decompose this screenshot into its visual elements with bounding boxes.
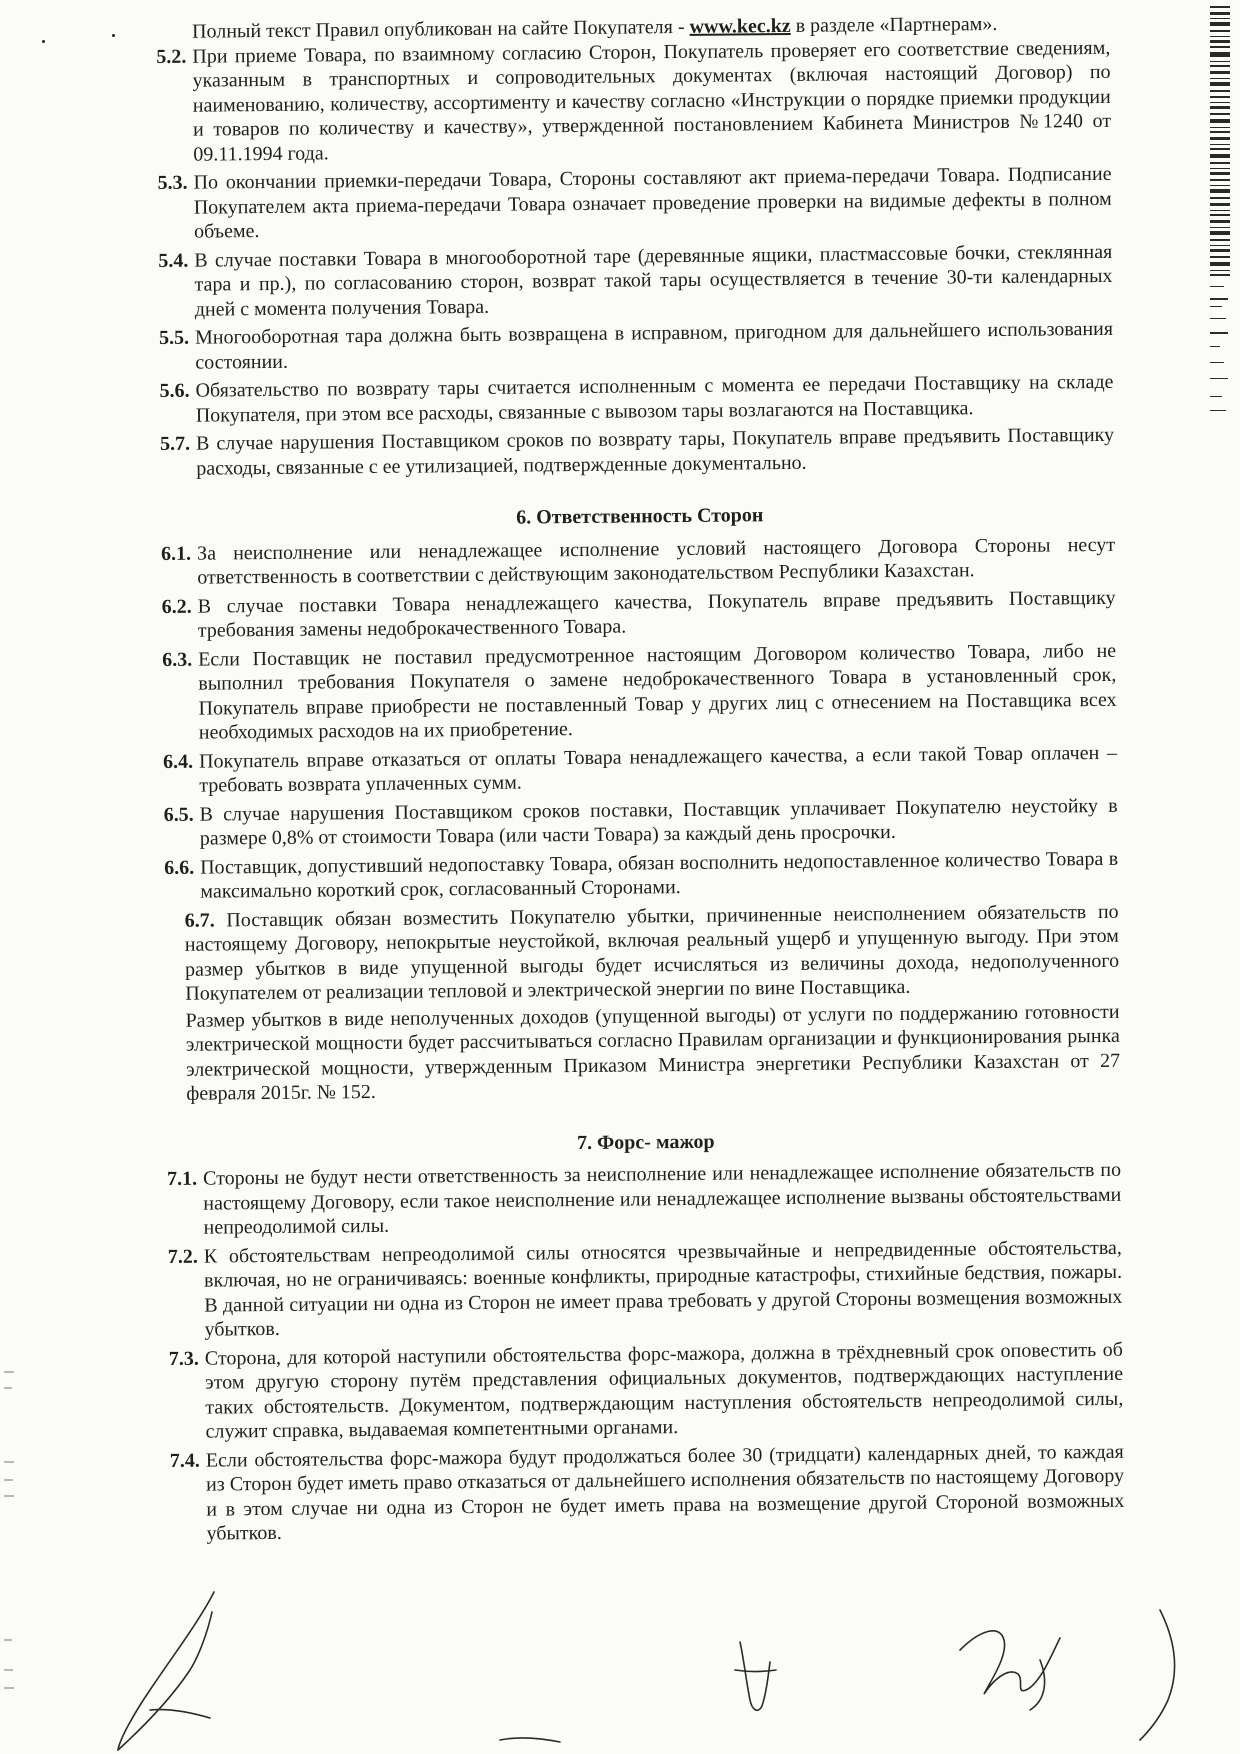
clause-text: При приеме Товара, по взаимному согласию Сторон, Покупатель проверяет его соответствие сведениям, указанным в транспортных и сопроводительных документах (включая настоящий Договор) по наименованию, количеству, ассортименту и качеству согласно «Инструкции о порядке приемки продукции и товаров по количеству и качеству», утвержденной постановлением Кабинета Министров №1240 от 09.11.1994 года. bbox=[192, 36, 1112, 166]
clause-number: 6.5. bbox=[163, 803, 194, 826]
scan-speck bbox=[42, 40, 45, 43]
clause-text: Если обстоятельства форс-мажора будут продолжаться более 30 (тридцати) календарных дней, то каждая из Сторон будет иметь право отказаться от дальнейшего исполнения обязательств по настоящему Договору и в этом случае ни одна из Сторон не будет иметь права на возмещение другой Стороной возможных убытков. bbox=[205, 1440, 1125, 1545]
clause-number: 6.3. bbox=[162, 648, 193, 671]
clause-number: 7.4. bbox=[169, 1449, 200, 1472]
clause-5-6 bbox=[159, 370, 1114, 428]
clause-5-2 bbox=[156, 35, 1112, 167]
clause-number: 5.3. bbox=[157, 171, 188, 195]
clause-7-2 bbox=[167, 1235, 1123, 1342]
clause-number: 5.2. bbox=[156, 45, 187, 68]
document-body bbox=[156, 11, 1125, 1551]
website-link[interactable]: www.kec.kz bbox=[689, 14, 791, 38]
clause-6-4 bbox=[163, 740, 1118, 798]
clause-5-3 bbox=[157, 162, 1112, 245]
section-7-heading: 7. Форс- мажор bbox=[576, 1130, 715, 1154]
clause-6-2 bbox=[161, 585, 1116, 643]
clause-text: Многооборотная тара должна быть возвращена в исправном, пригодном для дальнейшего использования состоянии. bbox=[194, 317, 1114, 374]
clause-text: Если Поставщик не поставил предусмотренное настоящим Договором количество Товара, либо не выполнил требования Покупателя о замене недоброкачественного Товара в установленный срок, Покупатель вправе приобрести не поставленный Товар у других лиц с отнесением на Поставщика всех необходимых расходов на их приобретение. bbox=[198, 639, 1117, 744]
clause-7-4 bbox=[169, 1439, 1125, 1546]
clause-number: 7.2. bbox=[167, 1245, 198, 1268]
clause-text: Поставщик обязан возместить Покупателю убытки, причиненные неисполнением обязательств по настоящему Договору, непокрытые неустойкой, включая реальный ущерб и упущенную выгоду. При этом размер убытков в виде упущенной выгоды будет исчисляться из величины дохода, недополученного Покупателем от реализации тепловой и электрической энергии по вине Поставщика. bbox=[184, 900, 1120, 1005]
clause-number: 6.6. bbox=[164, 856, 195, 879]
clause-number: 5.7. bbox=[159, 432, 191, 456]
scan-speck bbox=[112, 34, 115, 37]
clause-number: 7.3. bbox=[168, 1347, 199, 1370]
intro-text: Полный текст Правил опубликован на сайте Покупателя - bbox=[192, 15, 690, 43]
clause-text: В случае нарушения Поставщиком сроков по возврату тары, Покупатель вправе предъявить Поставщику расходы, связанные с ее утилизацией, подтвержденные документально. bbox=[195, 423, 1115, 480]
clause-text: Поставщик, допустивший недопоставку Товара, обязан восполнить недопоставленное количество Товара в максимально короткий срок, согласованный Сторонами. bbox=[200, 847, 1119, 903]
clause-5-5 bbox=[158, 317, 1114, 375]
clause-number: 5.4. bbox=[158, 249, 189, 272]
clause-text: Сторона, для которой наступили обстоятельства форс-мажора, должна в трёхдневный срок оповестить об этом другую сторону путём представления официальных документов, подтверждающих наступление таких обстоятельств. Документом, подтверждающим наступления обстоятельств непреодолимой силы, служит справка, выдаваемая компетентными органами. bbox=[204, 1338, 1124, 1443]
clause-6-3 bbox=[162, 638, 1117, 745]
section-6-heading: 6. Ответственность Сторон bbox=[516, 504, 764, 529]
clause-7-3 bbox=[168, 1337, 1124, 1444]
clause-number: 7.1. bbox=[167, 1167, 198, 1190]
clause-number: 5.6. bbox=[159, 379, 190, 403]
intro-text-end: в разделе «Партнерам». bbox=[790, 12, 998, 37]
clause-6-6 bbox=[164, 846, 1119, 904]
scan-barcode-strip bbox=[1208, 6, 1234, 436]
clause-number: 6.2. bbox=[161, 595, 192, 618]
margin-edge-marks bbox=[4, 1370, 16, 1710]
clause-7-1 bbox=[167, 1158, 1122, 1241]
clause-text: В случае поставки Товара ненадлежащего качества, Покупатель вправе предъявить Поставщику требования замены недоброкачественного Товара. bbox=[197, 586, 1116, 642]
clause-number: 6.1. bbox=[161, 542, 192, 565]
clause-6-1 bbox=[161, 532, 1116, 590]
clause-text: За неисполнение или ненадлежащее исполнение условий настоящего Договора Стороны несут ответственность в соответствии с действующим законодательством Республики Казахстан. bbox=[197, 533, 1116, 589]
clause-6-7-continuation: Размер убытков в виде неполученных доходов (упущенной выгоды) от услуги по поддержанию готовности электрической мощности будет рассчитываться согласно Правилам организации и функционирования рынка электрической мощности, утвержденным Приказом Министра энергетики Республики Казахстан от 27 февраля 2015г. № 152. bbox=[185, 1000, 1121, 1105]
clause-number: 6.7. bbox=[184, 909, 215, 932]
clause-text: В случае поставки Товара в многооборотной таре (деревянные ящики, пластмассовые бочки, стеклянная тара и пр.), по согласованию сторон, возврат такой тары осуществляется в течение 30-ти календарных дней с момента получения Товара. bbox=[194, 240, 1113, 321]
clause-5-7 bbox=[159, 423, 1115, 481]
clause-number: 5.5. bbox=[158, 326, 190, 350]
clause-text: Стороны не будут нести ответственность за неисполнение или ненадлежащее исполнение обязательств по настоящему Договору, если такое неисполнение или ненадлежащее исполнение вызваны обстоятельствами непреодолимой силы. bbox=[203, 1158, 1122, 1239]
clause-text: В случае нарушения Поставщиком сроков поставки, Поставщик уплачивает Покупателю неустойку в размере 0,8% от стоимости Товара (или части Товара) за каждый день просрочки. bbox=[199, 794, 1118, 850]
clause-number: 6.4. bbox=[163, 750, 194, 773]
clause-6-5 bbox=[163, 793, 1118, 851]
clause-text: Покупатель вправе отказаться от оплаты Товара ненадлежащего качества, а если такой Товар оплачен – требовать возврата уплаченных сумм. bbox=[199, 741, 1118, 797]
handwritten-signatures bbox=[0, 1590, 1240, 1754]
clause-text: К обстоятельствам непреодолимой силы относятся чрезвычайные и непредвиденные обстоятельства, включая, но не ограничиваясь: военные конфликты, природные катастрофы, стихийные бедствия, пожары. В данной ситуации ни одна из Сторон не имеет права требовать у другой Стороны возмещения возможных убытков. bbox=[203, 1236, 1123, 1341]
clause-5-4 bbox=[158, 239, 1113, 322]
clause-6-7 bbox=[169, 899, 1120, 1006]
clause-text: Обязательство по возврату тары считается исполненным с момента ее передачи Поставщику на складе Покупателя, при этом все расходы, связанные с вывозом тары возлагаются на Поставщика. bbox=[195, 370, 1114, 427]
clause-text: По окончании приемки-передачи Товара, Стороны составляют акт приема-передачи Товара. Подписание Покупателем акта приема-передачи Товара означает проведение проверки на видимые дефекты в полном объеме. bbox=[193, 162, 1112, 243]
